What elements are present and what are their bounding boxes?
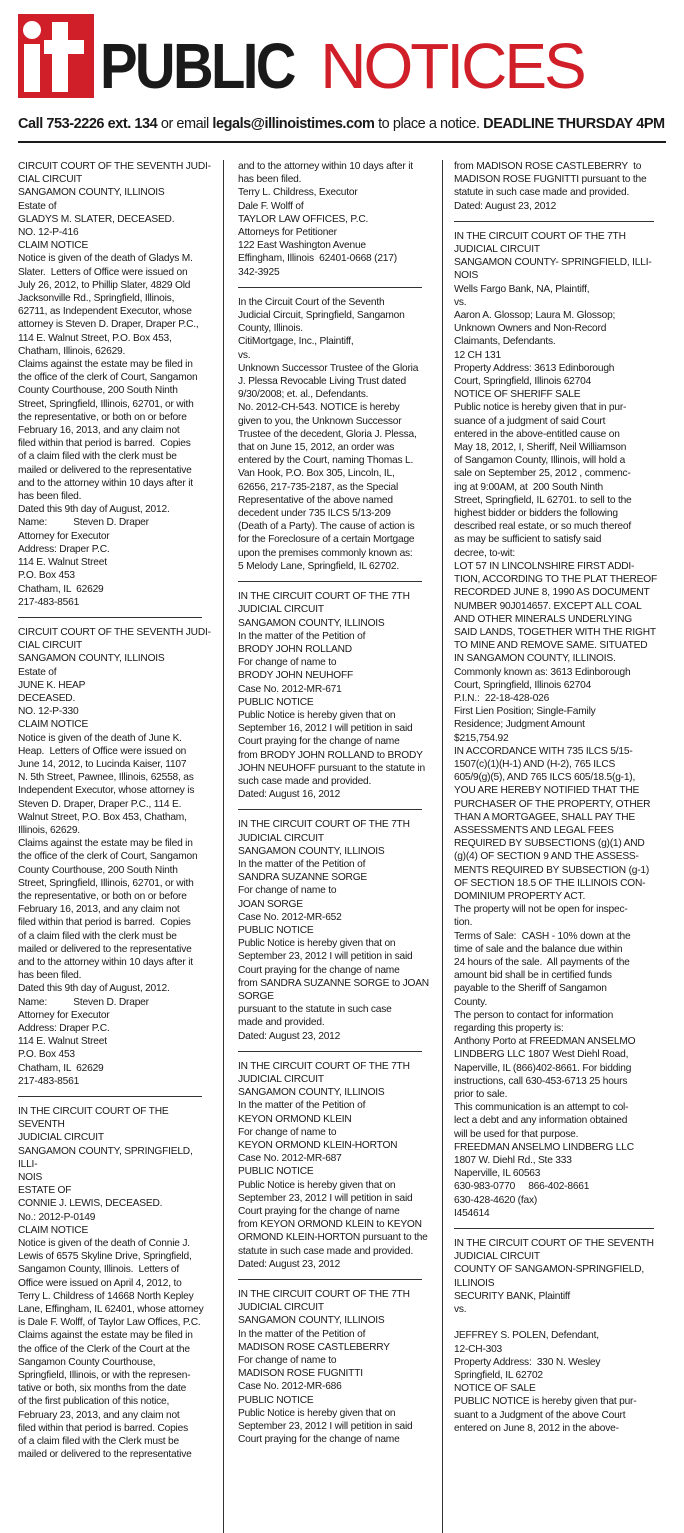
notices-columns — [18, 160, 670, 1533]
notice-name-change-rolland: IN THE CIRCUIT COURT OF THE 7TH JUDICIAL CIRCUIT SANGAMON COUNTY, ILLINOIS In the matter of the Petition of BRODY JOHN ROLLAND For change of name to BRODY JOHN NEUHOFF Case No. 2012-MR-671 PUBLIC NOTICE Public Notice is hereby given that on September 16, 2012 I will petition in said Court praying for the change of name from BRODY JOHN ROLLAND to BRODY JOHN NEUHOFF pursuant to the statute in such case made and provided. Dated: August 16, 2012 — [238, 591, 425, 801]
notice-name-change-castleberry-continued: from MADISON ROSE CASTLEBERRY to MADISON ROSE FUGNITTI pursuant to the statute in such case made and provided. Dated: August 23, 2012 — [454, 161, 647, 212]
tagline-text-2: to place a notice. — [374, 116, 484, 132]
notice-separator — [238, 287, 422, 288]
tagline-email[interactable]: legals@illinoistimes.com — [212, 116, 375, 132]
column-divider — [223, 160, 224, 1533]
notice-separator — [454, 221, 654, 222]
masthead-rule — [18, 141, 666, 143]
notice-lewis-estate-continued: and to the attorney within 10 days after it has been filed. Terry L. Childress, Executor Dale F. Wolff of TAYLOR LAW OFFICES, P.C. Attorneys for Petitioner 122 East Washington Avenue Effingham, Illinois 62401-0668 (217) 342-3925 — [238, 161, 413, 278]
notice-sale-polen: IN THE CIRCUIT COURT OF THE SEVENTH JUDICIAL CIRCUIT COUNTY OF SANGAMON-SPRINGFIELD, ILLINOIS SECURITY BANK, Plaintiff vs. JEFFREY S. POLEN, Defendant, 12-CH-303 Property Address: 330 N. Wesley Springfield, IL 62702 NOTICE OF SALE PUBLIC NOTICE is hereby given that pur- suant to a Judgment of the above Court entered on June 8, 2012 in the above- — [454, 1238, 654, 1434]
notice-sheriff-sale-glossop: IN THE CIRCUIT COURT OF THE 7TH JUDICIAL CIRCUIT SANGAMON COUNTY- SPRINGFIELD, ILLI- NOIS Wells Fargo Bank, NA, Plaintiff, vs. Aaron A. Glossop; Laura M. Glossop; Unknown Owners and Non-Record Claimants, Defendants. 12 CH 131 Property Address: 3613 Edinborough Court, Springfield, Illinois 62704 NOTICE OF SHERIFF SALE Public notice is hereby given that in pur- suance of a judgment of said Court entered in the above-entitled cause on May 18, 2012, I, Sheriff, Neil Williamson of Sangamon County, Illinois, will hold a sale on September 25, 2012 , commenc- ing at 9:00AM, at 200 South Ninth Street, Springfield, IL 62701. to sell to the highest bidder or bidders the following described real estate, or so much thereof as may be sufficient to satisfy said decree, to-wit: LOT 57 IN LINCOLNSHIRE FIRST ADDI- TION, ACCORDING TO THE PLAT THEREOF RECORDED JUNE 8, 1990 AS DOCUMENT NUMBER 90J014657. EXCEPT ALL COAL AND OTHER MINERALS UNDERLYING SAID LANDS, TOGETHER WITH THE RIGHT TO MINE AND REMOVE SAME. SITUATED IN SANGAMON COUNTY, ILLINOIS. Commonly known as: 3613 Edinborough Court, Springfield, Illinois 62704 P.I.N.: 22-18-428-026 First Lien Position; Single-Family Residence; Judgment Amount $215,754.92 IN ACCORDANCE WITH 735 ILCS 5/15- 1507(c)(1)(H-1) AND (H-2), 765 ILCS 605/9(g)(5), AND 765 ILCS 605/18.5(g-1), YOU ARE HEREBY NOTIFIED THAT THE PURCHASER OF THE PROPERTY, OTHER THAN A MORTGAGEE, SHALL PAY THE ASSESSMENTS AND LEGAL FEES REQUIRED BY SUBSECTIONS (g)(1) AND (g)(4) OF SECTION 9 AND THE ASSESS- MENTS REQUIRED BY SUBSECTION (g-1) OF SECTION 18.5 OF THE ILLINOIS CON- DOMINIUM PROPERTY ACT. The property will not be open for inspec- tion. Terms of Sale: CASH - 10% down at the time of sale and the balance due within 24 hours of the sale. All payments of the amount bid shall be in certified funds payable to the Sheriff of Sangamon County. The person to contact for information regarding this property is: Anthony Porto at FREEDMAN ANSELMO LINDBERG LLC 1807 West Diehl Road, Naperville, IL (866)402-8661. For bidding instructions, call 630-453-6713 25 hours prior to sale. This communication is an attempt to col- lect a debt and any information obtained will be used for that purpose. FREEDMAN ANSELMO LINDBERG LLC 1807 W. Diehl Rd., Ste 333 Naperville, IL 60563 630-983-0770 866-402-8661 630-428-4620 (fax) I454614 — [454, 230, 658, 1219]
notice-separator — [238, 809, 422, 810]
notice-name-change-klein: IN THE CIRCUIT COURT OF THE 7TH JUDICIAL CIRCUIT SANGAMON COUNTY, ILLINOIS In the matter of the Petition of KEYON ORMOND KLEIN For change of name to KEYON ORMOND KLEIN-HORTON Case No. 2012-MR-687 PUBLIC NOTICE Public Notice is hereby given that on September 23, 2012 I will petition in said Court praying for the change of name from KEYON ORMOND KLEIN to KEYON ORMOND KLEIN-HORTON pursuant to the statute in such case made and provided. Dated: August 23, 2012 — [238, 1060, 428, 1270]
column-divider — [442, 160, 443, 1533]
notice-separator — [238, 1279, 422, 1280]
tagline-phone: Call 753-2226 ext. 134 — [18, 116, 158, 132]
notice-slater-estate: CIRCUIT COURT OF THE SEVENTH JUDI- CIAL CIRCUIT SANGAMON COUNTY, ILLINOIS Estate of GLADYS M. SLATER, DECEASED. NO. 12-P-416 CLAIM NOTICE Notice is given of the death of Gladys M. Slater. Letters of Office were issued on July 26, 2012, to Phillip Slater, 4829 Old Jacksonville Rd., Springfield, Illinois, 62711, as Independent Executor, whose attorney is Steven D. Draper, Draper P.C., 114 E. Walnut Street, P.O. Box 453, Chatham, Illinois, 62629. Claims against the estate may be filed in the office of the clerk of Court, Sangamon County Courthouse, 200 South Ninth Street, Springfield, Illinois, 62701, or with the representative, or both on or before February 16, 2013, and any claim not filed within that period is barred. Copies of a claim filed with the clerk must be mailed or delivered to the representative and to the attorney within 10 days after it has been filed. Dated this 9th day of August, 2012. Name: Steven D. Draper Attorney for Executor Address: Draper P.C. 114 E. Walnut Street P.O. Box 453 Chatham, IL 62629 217-483-8561 — [18, 161, 211, 608]
page-title — [100, 26, 584, 106]
column-2 — [238, 160, 434, 1533]
notice-separator — [238, 1051, 422, 1052]
notice-name-change-castleberry: IN THE CIRCUIT COURT OF THE 7TH JUDICIAL CIRCUIT SANGAMON COUNTY, ILLINOIS In the matter of the Petition of MADISON ROSE CASTLEBERRY For change of name to MADISON ROSE FUGNITTI Case No. 2012-MR-686 PUBLIC NOTICE Public Notice is hereby given that on September 23, 2012 I will petition in said Court praying for the change of name — [238, 1289, 413, 1446]
tagline — [18, 114, 678, 134]
notice-heap-estate: CIRCUIT COURT OF THE SEVENTH JUDI- CIAL CIRCUIT SANGAMON COUNTY, ILLINOIS Estate of JUNE K. HEAP DECEASED. NO. 12-P-330 CLAIM NOTICE Notice is given of the death of June K. Heap. Letters of Office were issued on June 14, 2012, to Lucinda Kaiser, 1107 N. 5th Street, Pawnee, Illinois, 62558, as Independent Executor, whose attorney is Steven D. Draper, Draper P.C., 114 E. Walnut Street, P.O. Box 453, Chatham, Illinois, 62629. Claims against the estate may be filed in the office of the clerk of Court, Sangamon County Courthouse, 200 South Ninth Street, Springfield, Illinois, 62701, or with the representative, or both on or before February 16, 2013, and any claim not filed within that period is barred. Copies of a claim filed with the clerk must be mailed or delivered to the representative and to the attorney within 10 days after it has been filed. Dated this 9th day of August, 2012. Name: Steven D. Draper Attorney for Executor Address: Draper P.C. 114 E. Walnut Street P.O. Box 453 Chatham, IL 62629 217-483-8561 — [18, 626, 211, 1087]
notice-separator — [18, 617, 202, 618]
notice-separator — [238, 581, 422, 582]
title-public: PUBLIC — [100, 30, 294, 102]
tagline-text-1: or email — [157, 116, 213, 132]
notice-separator — [18, 1096, 202, 1097]
masthead — [0, 0, 684, 150]
tagline-deadline: DEADLINE THURSDAY 4PM — [483, 116, 665, 132]
notice-separator — [454, 1228, 654, 1229]
notice-name-change-sorge: IN THE CIRCUIT COURT OF THE 7TH JUDICIAL CIRCUIT SANGAMON COUNTY, ILLINOIS In the matter of the Petition of SANDRA SUZANNE SORGE For change of name to JOAN SORGE Case No. 2012-MR-652 PUBLIC NOTICE Public Notice is hereby given that on September 23, 2012 I will petition in said Court praying for the change of name from SANDRA SUZANNE SORGE to JOAN SORGE pursuant to the statute in such case made and provided. Dated: August 23, 2012 — [238, 819, 429, 1042]
title-notices: NOTICES — [320, 30, 584, 102]
column-1 — [18, 160, 214, 1533]
notice-lewis-estate: IN THE CIRCUIT COURT OF THE SEVENTH JUDICIAL CIRCUIT SANGAMON COUNTY, SPRINGFIELD, ILLI- NOIS ESTATE OF CONNIE J. LEWIS, DECEASED. No.: 2012-P-0149 CLAIM NOTICE Notice is given of the death of Connie J. Lewis of 6575 Skyline Drive, Springfield, Sangamon County, Illinois. Letters of Office were issued on April 4, 2012, to Terry L. Childress of 14668 North Kepley Lane, Effingham, IL 62401, whose attorney is Dale F. Wolff, of Taylor Law Offices, P.C. Claims against the estate may be filed in the office of the Clerk of the Court at the Sangamon County Courthouse, Springfield, Illinois, or with the represen- tative or both, six months from the date of the first publication of this notice, February 23, 2013, and any claim not filed within that period is barred. Copies of a claim filed with the Clerk must be mailed or delivered to the representative — [18, 1106, 204, 1461]
notice-citimortgage: In the Circuit Court of the Seventh Judicial Circuit, Springfield, Sangamon County, Illinois. CitiMortgage, Inc., Plaintiff, vs. Unknown Successor Trustee of the Gloria J. Plessa Revocable Living Trust dated 9/30/2008; et. al., Defendants. No. 2012-CH-543. NOTICE is hereby given to you, the Unknown Successor Trustee of the decedent, Gloria J. Plessa, that on June 15, 2012, an order was entered by the Court, naming Thomas L. Van Hook, P.O. Box 305, Lincoln, IL, 62656, 217-735-2187, as the Special Representative of the above named decedent under 735 ILCS 5/13-209 (Death of a Party). The cause of action is for the Foreclosure of a certain Mortgage upon the premises commonly known as: 5 Melody Lane, Springfield, IL 62702. — [238, 296, 419, 572]
illinois-times-logo-icon — [18, 14, 94, 98]
column-3 — [454, 160, 666, 1533]
